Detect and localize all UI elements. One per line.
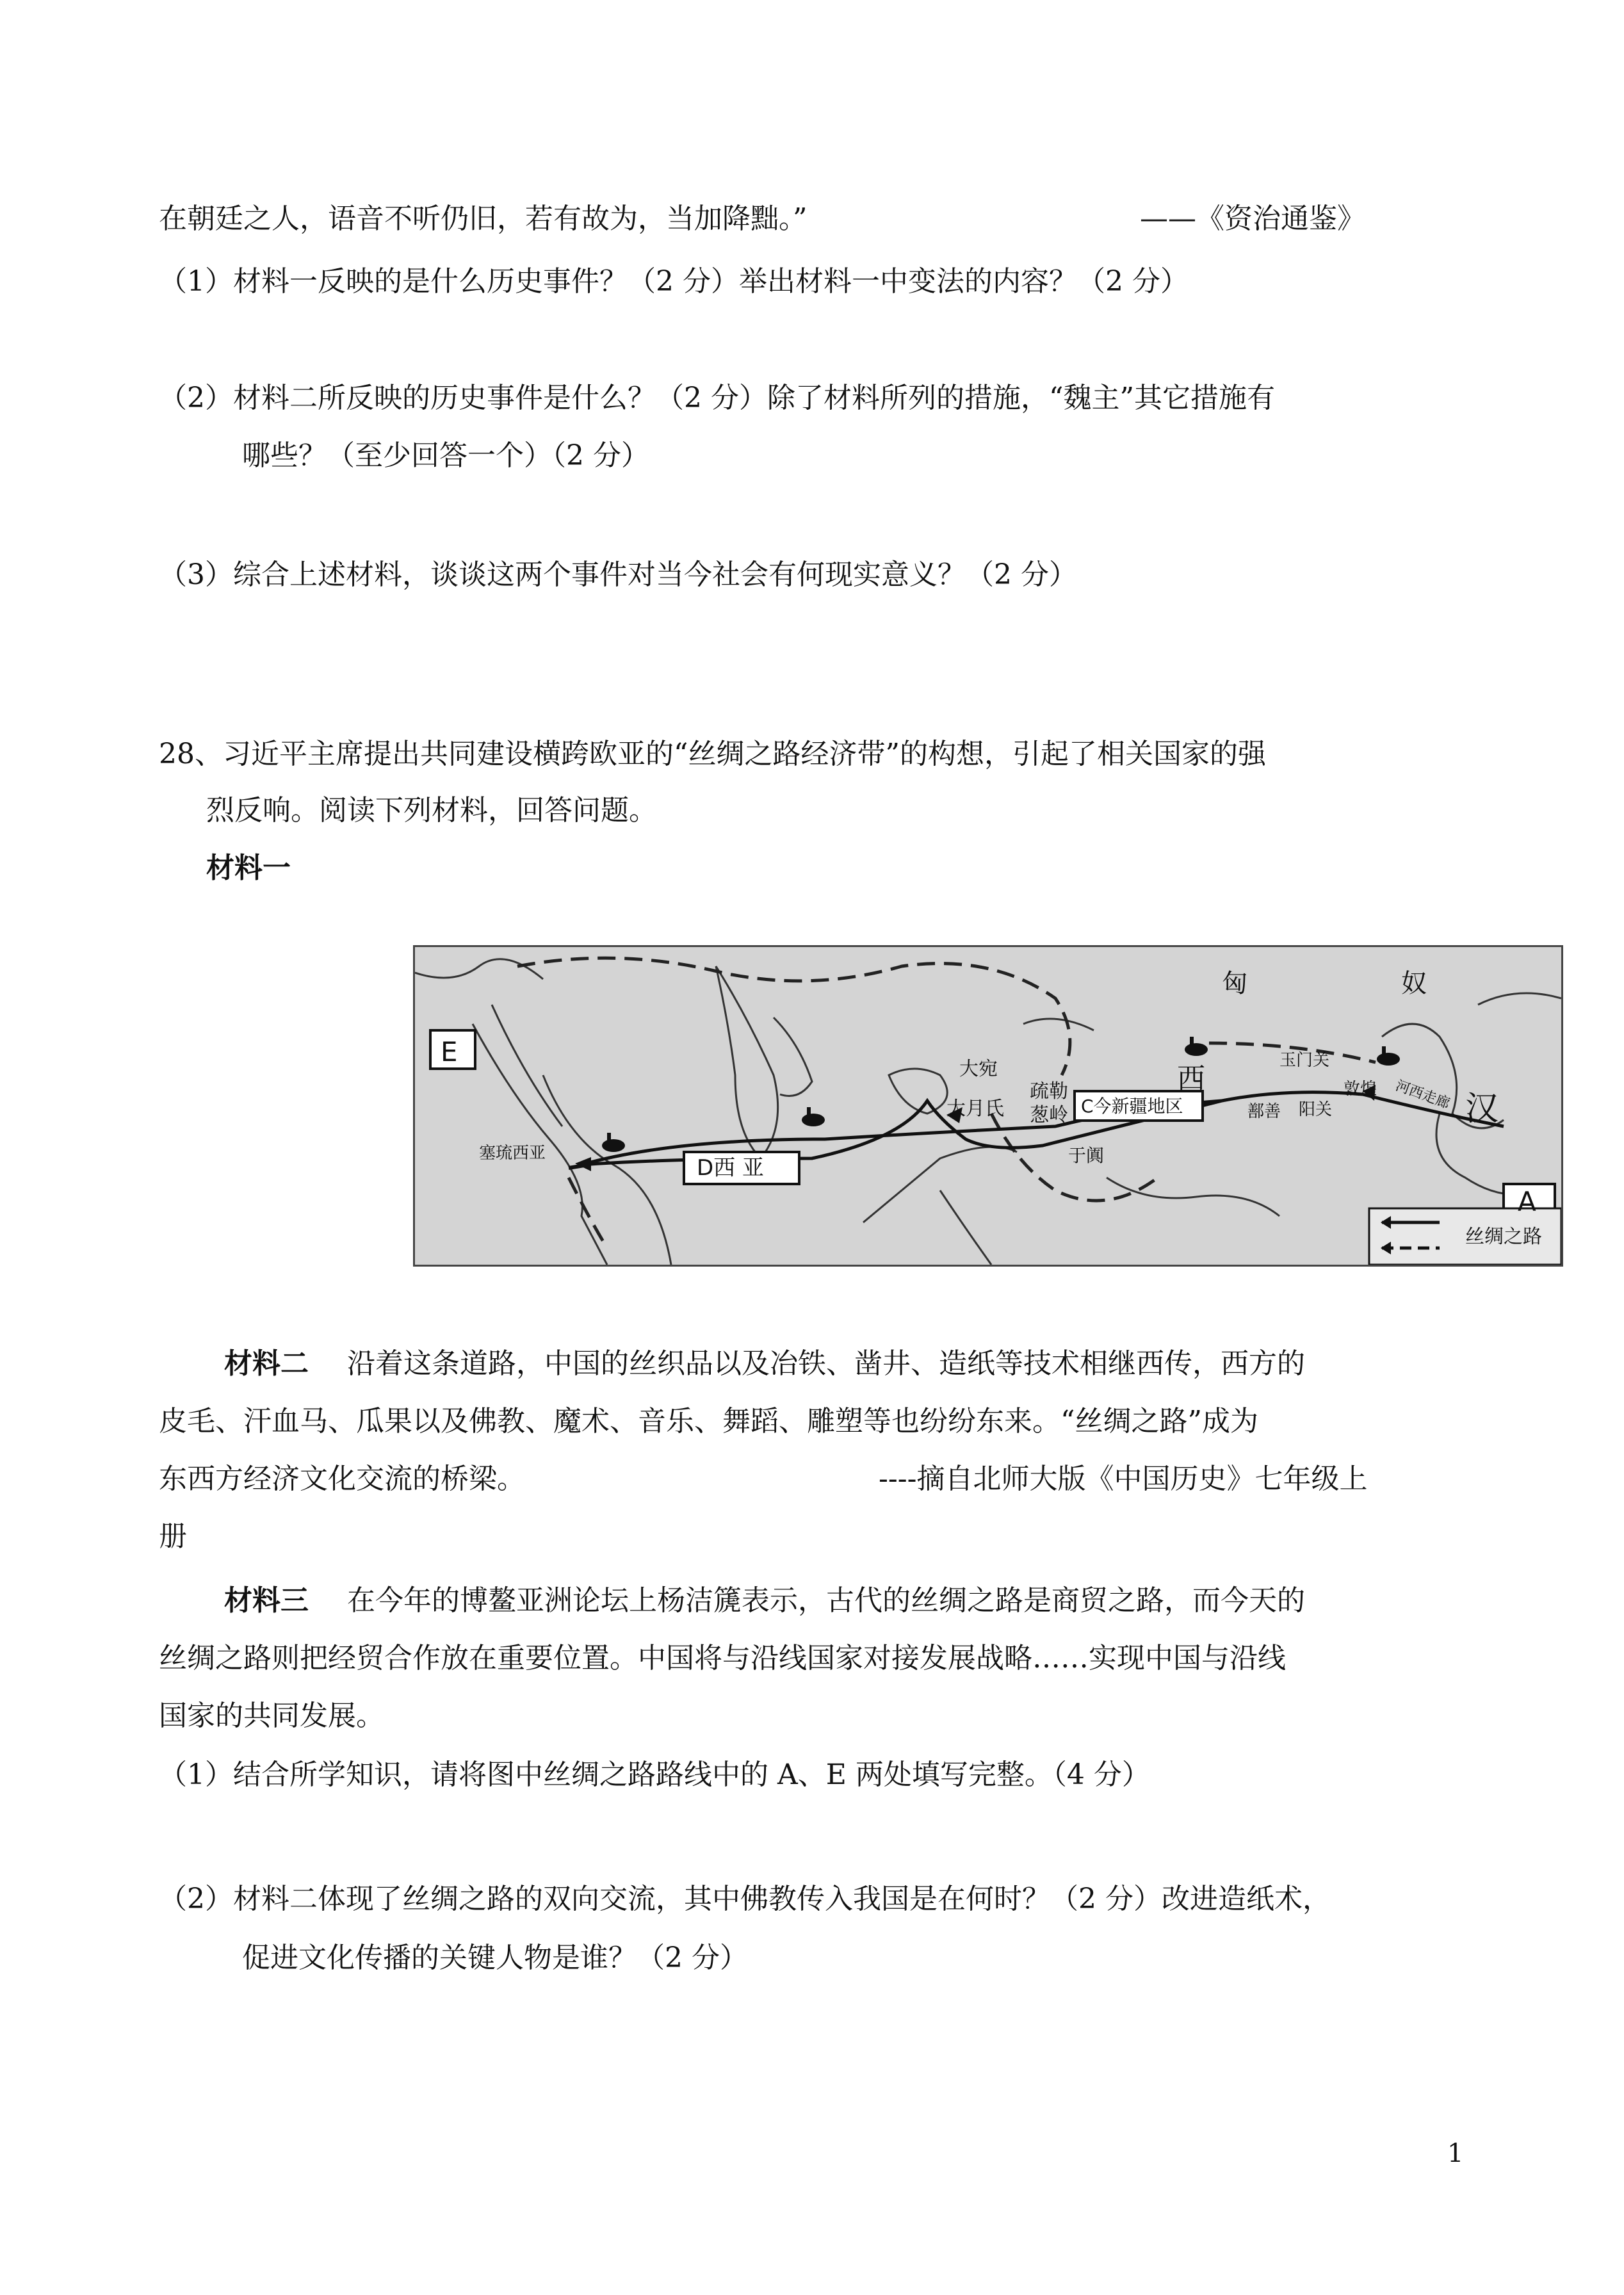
material-3-line-2: 丝绸之路则把经贸合作放在重要位置。中国将与沿线国家对接发展战略……实现中国与沿线 <box>159 1642 1286 1675</box>
question-2: （2）材料二所反映的历史事件是什么？（2 分）除了材料所列的措施，“魏主”其它措施有 <box>159 382 1275 414</box>
map-box-c: C今新疆地区 <box>1081 1096 1183 1117</box>
text-line: 在朝廷之人，语音不听仍旧，若有故为，当加降黜。” <box>159 202 808 235</box>
map-label-yangguan: 阳关 <box>1299 1100 1333 1119</box>
page-number: 1 <box>1447 2139 1464 2168</box>
question-3: （3）综合上述材料，谈谈这两个事件对当今社会有何现实意义？（2 分） <box>159 558 1077 591</box>
map-box-a: A <box>1518 1186 1536 1217</box>
map-label-shanshan: 鄯善 <box>1247 1102 1281 1121</box>
map-label-yutian: 于阗 <box>1068 1145 1105 1166</box>
map-label-xiongnu-2: 奴 <box>1401 969 1427 998</box>
map-label-dayuezhi: 大月氏 <box>946 1098 1004 1120</box>
material-1-label: 材料一 <box>206 852 291 884</box>
material-3-label: 材料三 <box>224 1584 309 1617</box>
material-2-label: 材料二 <box>224 1347 309 1380</box>
map-label-congling: 葱岭 <box>1030 1104 1068 1126</box>
material-2-line-2: 皮毛、汗血马、瓜果以及佛教、魔术、音乐、舞蹈、雕塑等也纷纷东来。“丝绸之路”成为 <box>159 1405 1258 1438</box>
silk-road-map <box>413 945 1563 1267</box>
map-box-d: D西 亚 <box>697 1155 764 1181</box>
map-label-selucia: 塞琉西亚 <box>479 1144 546 1163</box>
map-legend-label: 丝绸之路 <box>1465 1226 1542 1248</box>
map-label-dunhuang: 敦煌 <box>1344 1080 1377 1099</box>
question-28-cont: 烈反响。阅读下列材料，回答问题。 <box>206 794 657 827</box>
sub-question-2-cont: 促进文化传播的关键人物是谁？（2 分） <box>242 1942 748 1974</box>
source-citation: ——《资治通鉴》 <box>1140 202 1365 235</box>
map-label-han: 汉 <box>1465 1090 1499 1128</box>
question-2-cont: 哪些？（至少回答一个）（2 分） <box>242 439 649 472</box>
material-3-line-3: 国家的共同发展。 <box>159 1699 384 1732</box>
material-3-line <box>224 1582 1305 1620</box>
material-3-text: 在今年的博鳌亚洲论坛上杨洁篪表示，古代的丝绸之路是商贸之路，而今天的 <box>347 1584 1305 1617</box>
map-label-hexi: 河西走廊 <box>1393 1078 1452 1112</box>
material-2-line <box>224 1345 1305 1383</box>
material-2-line-4: 册 <box>159 1520 187 1553</box>
map-label-yumenguan: 玉门关 <box>1279 1051 1330 1070</box>
map-label-shule: 疏勒 <box>1030 1080 1068 1103</box>
material-2-line-3: 东西方经济文化交流的桥梁。 <box>159 1463 525 1495</box>
map-label-dawan: 大宛 <box>959 1058 998 1080</box>
map-label-xi: 西 <box>1177 1062 1205 1095</box>
question-1: （1）材料一反映的是什么历史事件？（2 分）举出材料一中变法的内容？（2 分） <box>159 265 1189 298</box>
material-2-source: ----摘自北师大版《中国历史》七年级上 <box>879 1463 1368 1495</box>
map-box-e: E <box>441 1036 458 1067</box>
map-label-xiongnu-1: 匈 <box>1222 969 1247 998</box>
question-28: 28、习近平主席提出共同建设横跨欧亚的“丝绸之路经济带”的构想，引起了相关国家的强 <box>159 738 1266 770</box>
sub-question-2: （2）材料二体现了丝绸之路的双向交流，其中佛教传入我国是在何时？（2 分）改进造纸术， <box>159 1883 1331 1915</box>
material-2-text: 沿着这条道路，中国的丝织品以及冶铁、凿井、造纸等技术相继西传，西方的 <box>347 1347 1305 1380</box>
sub-question-1: （1）结合所学知识，请将图中丝绸之路路线中的 A、E 两处填写完整。（4 分） <box>159 1758 1150 1791</box>
